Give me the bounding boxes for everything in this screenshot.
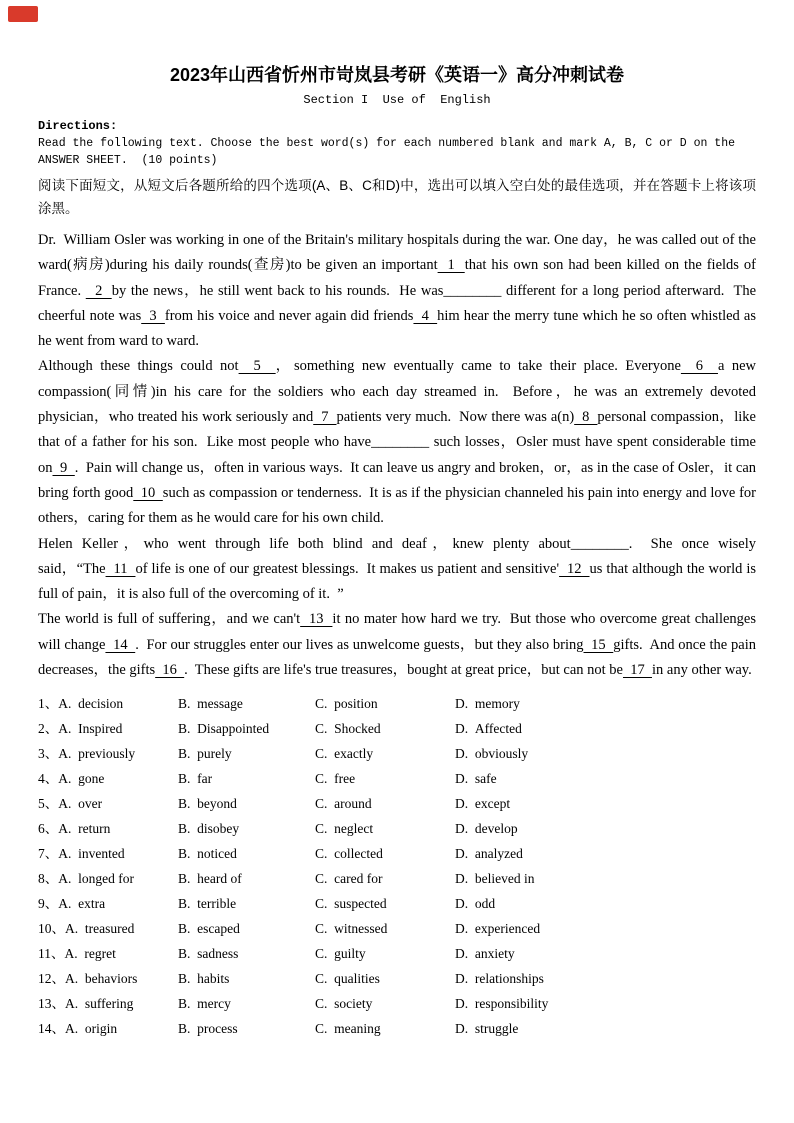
option-b: B. purely [178,746,232,762]
option-d: D. struggle [455,1021,519,1037]
option-b: B. habits [178,971,230,987]
option-d: D. anxiety [455,946,515,962]
option-row [38,741,756,766]
option-a: 4、A. gone [38,771,105,787]
option-c: C. cared for [315,871,383,887]
option-c: C. collected [315,846,383,862]
option-a: 1、A. decision [38,696,124,712]
option-d: D. except [455,796,511,812]
option-c: C. neglect [315,821,374,837]
option-row [38,991,756,1016]
option-row [38,941,756,966]
numbered-blank: 17 [622,662,652,679]
option-b: B. disobey [178,821,240,837]
option-b: B. heard of [178,871,242,887]
option-a: 2、A. Inspired [38,721,123,737]
option-b: B. process [178,1021,238,1037]
option-b: B. sadness [178,946,239,962]
directions-label: Directions: [38,119,118,133]
option-row [38,766,756,791]
option-a: 6、A. return [38,821,111,837]
option-a: 12、A. behaviors [38,971,138,987]
cloze-passage [38,228,760,683]
option-row [38,716,756,741]
option-c: C. free [315,771,356,787]
numbered-blank: 12 [559,560,590,577]
option-b: B. beyond [178,796,237,812]
option-a: 7、A. invented [38,846,125,862]
option-row [38,916,756,941]
numbered-blank: 5 [238,358,276,375]
numbered-blank: 15 [583,636,614,653]
option-d: D. relationships [455,971,544,987]
option-c: C. around [315,796,372,812]
option-d: D. obviously [455,746,529,762]
directions-block [38,118,756,220]
option-a: 3、A. previously [38,746,136,762]
numbered-blank: 11 [105,560,136,577]
numbered-blank: 7 [313,409,337,426]
option-row [38,691,756,716]
option-b: B. noticed [178,846,237,862]
option-b: B. far [178,771,213,787]
option-b: B. terrible [178,896,237,912]
passage-paragraph-3: Helen Keller，who went through life both blind and deaf，knew plenty about________. She once wisely said，“The 11 of life is one of our greatest blessings. It makes us patient and sensitive' 12 us that although the world is full of pain，it is also full of the overcoming of it. ” [38,535,760,603]
option-d: D. responsibility [455,996,549,1012]
option-b: B. Disappointed [178,721,270,737]
numbered-blank: 4 [413,307,438,324]
options-list [38,691,756,1041]
numbered-blank: 10 [133,484,163,501]
option-c: C. guilty [315,946,366,962]
option-c: C. Shocked [315,721,381,737]
passage-paragraph-4: The world is full of suffering，and we can't 13 it no mater how hard we try. But those who overcome great challenges will change 14 . For our struggles enter our lives as unwelcome guests，but they also bring 15 gifts. And once the pain decreases，the gifts 16 . These gifts are life's true treasures，bought at great price，but can not be 17 in any other way. [38,611,760,679]
option-row [38,866,756,891]
option-c: C. meaning [315,1021,381,1037]
option-d: D. odd [455,896,496,912]
option-d: D. Affected [455,721,522,737]
option-d: D. experienced [455,921,541,937]
option-b: B. message [178,696,243,712]
option-a: 9、A. extra [38,896,106,912]
numbered-blank: 2 [85,282,112,299]
option-row [38,841,756,866]
option-d: D. safe [455,771,497,787]
option-c: C. exactly [315,746,374,762]
option-row [38,891,756,916]
option-d: D. analyzed [455,846,523,862]
option-c: C. society [315,996,373,1012]
directions-english-line1: Read the following text. Choose the best word(s) for each numbered blank and mark A, B, C or D on the [38,137,736,150]
option-a: 13、A. suffering [38,996,134,1012]
numbered-blank: 14 [105,636,136,653]
option-c: C. suspected [315,896,387,912]
option-row [38,816,756,841]
passage-paragraph-2: Although these things could not 5 ，something new eventually came to take their place. Everyone 6 a new compassion(同情)in his care for the soldiers who each day streamed in. Before，he was an extremely devoted physician，who treated his work seriously and 7 patients very much. Now there was a(n) 8 personal compassion，like that of a father for his son. Like most people who have________ such losses，Osler must have spent considerable time on 9 . Pain will change us，often in various ways. It can leave us angry and broken，or，as in the case of Osler，it can bring forth good 10 such as compassion or tenderness. It is as if the physician channeled his pain into energy and love for others，caring for them as he would care for his own child. [38,358,760,527]
option-c: C. position [315,696,378,712]
option-b: B. mercy [178,996,231,1012]
numbered-blank: 9 [52,459,75,476]
numbered-blank: 16 [155,662,185,679]
option-row [38,1016,756,1041]
option-c: C. qualities [315,971,380,987]
section-subtitle: Section I Use of English [303,93,491,107]
numbered-blank: 6 [680,358,718,375]
option-a: 10、A. treasured [38,921,135,937]
option-a: 5、A. over [38,796,103,812]
option-c: C. witnessed [315,921,388,937]
option-row [38,966,756,991]
numbered-blank: 13 [300,611,333,628]
passage-paragraph-1: Dr. William Osler was working in one of the Britain's military hospitals during the war. One day，he was called out of the ward(病房)during his daily rounds(查房)to be given an important 1 that his own son had been killed on the fields of France. 2 by the news，he still went back to his rounds. He was________ different for a long period afterward. The cheerful note was 3 from his voice and never again did friends 4 him hear the merry tune which he so often whistled as he went from ward to ward. [38,232,760,350]
option-d: D. believed in [455,871,535,887]
numbered-blank: 8 [574,409,598,426]
option-a: 11、A. regret [38,946,116,962]
page-title: 2023年山西省忻州市岢岚县考研《英语一》高分冲刺试卷 [169,65,625,85]
numbered-blank: 1 [437,257,465,274]
red-corner-stamp [8,6,38,22]
numbered-blank: 3 [141,307,165,324]
option-d: D. develop [455,821,518,837]
directions-chinese: 阅读下面短文，从短文后各题所给的四个选项(A、B、C和D)中，选出可以填入空白处的最佳选项，并在答题卡上将该项涂黑。 [38,178,756,216]
option-b: B. escaped [178,921,240,937]
option-d: D. memory [455,696,520,712]
option-a: 14、A. origin [38,1021,118,1037]
option-row [38,791,756,816]
directions-english-line2: ANSWER SHEET. (10 points) [38,154,218,167]
option-a: 8、A. longed for [38,871,134,887]
